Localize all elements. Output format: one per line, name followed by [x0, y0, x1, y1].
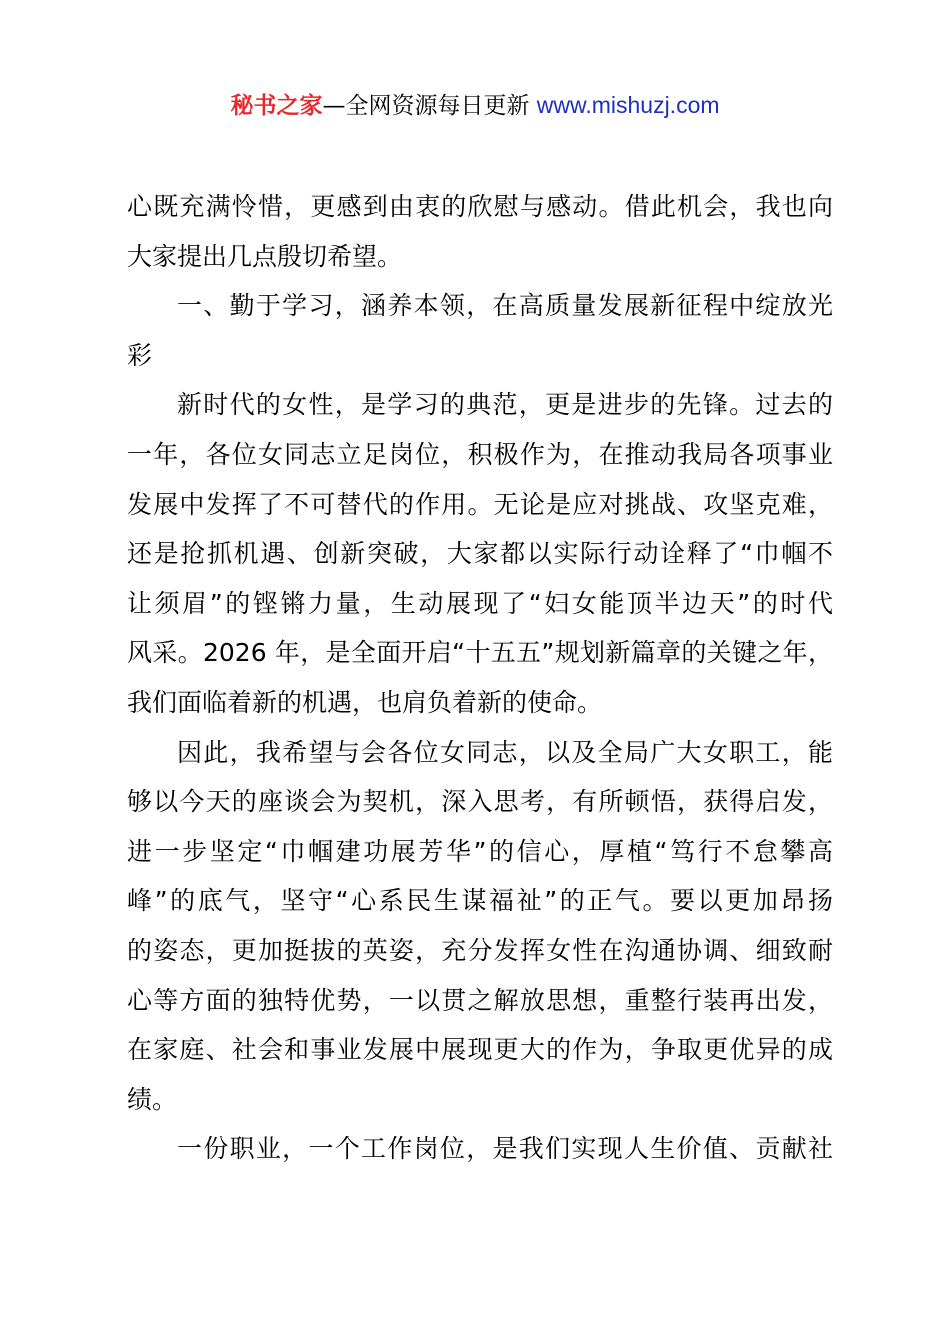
site-brand: 秘书之家: [230, 93, 323, 119]
site-header: [0, 88, 950, 123]
text-line: 发展中发挥了不可替代的作用。无论是应对挑战、攻坚克难，: [127, 489, 833, 519]
text-line: 心既充满怜惜，更感到由衷的欣慰与感动。借此机会，我也向: [127, 192, 833, 221]
text-line: 峰”的底气，坚守“心系民生谋福祉”的正气。要以更加昂扬: [127, 886, 833, 916]
text-line: 让须眉”的铿锵力量，生动展现了“妇女能顶半边天”的时代: [127, 588, 833, 618]
text-line: 还是抢抓机遇、创新突破，大家都以实际行动诠释了“巾帼不: [127, 539, 833, 569]
text-line: 因此，我希望与会各位女同志，以及全局广大女职工，能: [177, 737, 833, 767]
section-heading-line: 一、勤于学习，涵养本领，在高质量发展新征程中绽放光: [177, 291, 833, 321]
document-body: [127, 182, 833, 1174]
text-line: 在家庭、社会和事业发展中展现更大的作为，争取更优异的成: [127, 1035, 833, 1065]
text-line: 一年，各位女同志立足岗位，积极作为，在推动我局各项事业: [127, 439, 833, 469]
site-tagline: —全网资源每日更新: [322, 93, 537, 119]
site-url[interactable]: www.mishuzj.com: [536, 92, 720, 118]
text-line: 一份职业，一个工作岗位，是我们实现人生价值、贡献社: [177, 1134, 833, 1164]
text-line: 风采。2026 年，是全面开启“十五五”规划新篇章的关键之年，: [127, 638, 833, 668]
text-line: 够以今天的座谈会为契机，深入思考，有所顿悟，获得启发，: [127, 787, 833, 817]
text-line: 心等方面的独特优势，一以贯之解放思想，重整行装再出发，: [127, 985, 833, 1015]
text-line: 大家提出几点殷切希望。: [127, 241, 403, 271]
section-heading-line: 彩: [127, 340, 153, 370]
text-line: 我们面临着新的机遇，也肩负着新的使命。: [127, 687, 603, 717]
text-line: 新时代的女性，是学习的典范，更是进步的先锋。过去的: [177, 390, 833, 420]
text-line: 的姿态，更加挺拔的英姿，充分发挥女性在沟通协调、细致耐: [127, 935, 833, 965]
text-line: 绩。: [127, 1084, 178, 1114]
text-line: 进一步坚定“巾帼建功展芳华”的信心，厚植“笃行不怠攀高: [127, 836, 833, 866]
